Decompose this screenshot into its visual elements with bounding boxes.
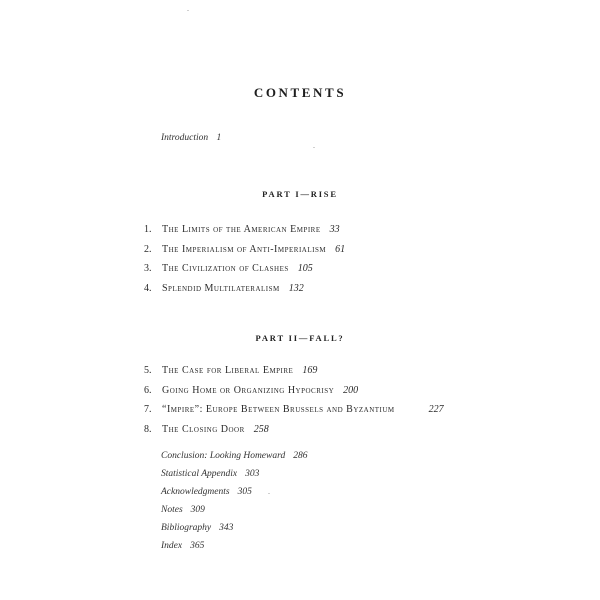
chapter-entry[interactable] <box>144 279 345 299</box>
toc-entry-label: Acknowledgments <box>161 487 230 497</box>
chapter-title: The Civilization of Clashes <box>162 263 289 274</box>
chapter-number: 3. <box>144 263 152 274</box>
toc-entry-page: 286 <box>293 451 308 461</box>
toc-entry-page: 1 <box>216 133 222 143</box>
scan-speck <box>313 147 315 148</box>
chapter-page: 258 <box>253 423 269 435</box>
toc-entry-back-matter[interactable] <box>161 519 307 537</box>
toc-entry-label: Statistical Appendix <box>161 469 238 479</box>
toc-entry-page: 365 <box>190 541 205 551</box>
chapter-list <box>144 220 345 298</box>
chapter-page: 105 <box>297 263 313 274</box>
chapter-page: 33 <box>329 224 340 235</box>
chapter-title: Going Home or Organizing Hypocrisy <box>162 384 335 396</box>
toc-entry-back-matter[interactable] <box>161 501 307 519</box>
toc-entry-back-matter[interactable] <box>161 537 307 555</box>
toc-entry-page: 305 <box>237 487 252 497</box>
chapter-page: 169 <box>302 365 318 376</box>
toc-entry-page: 343 <box>219 523 234 533</box>
scan-speck <box>268 493 270 494</box>
chapter-title: The Case for Liberal Empire <box>162 365 294 376</box>
toc-entry-page: 309 <box>190 505 205 515</box>
chapter-title: Splendid Multilateralism <box>162 282 280 294</box>
toc-entry-introduction[interactable] <box>161 133 221 143</box>
toc-entry-label: Notes <box>161 505 183 515</box>
toc-entry-label: Conclusion: Looking Homeward <box>161 451 286 461</box>
toc-entry-back-matter[interactable] <box>161 483 307 501</box>
chapter-number: 6. <box>144 384 152 396</box>
chapter-entry[interactable] <box>144 420 444 440</box>
page-title: CONTENTS <box>253 85 347 100</box>
chapter-page: 227 <box>428 404 444 415</box>
toc-entry-back-matter[interactable] <box>161 465 307 483</box>
chapter-entry[interactable] <box>144 259 345 279</box>
chapter-number: 1. <box>144 224 152 235</box>
chapter-title: The Limits of the American Empire <box>162 224 321 235</box>
chapter-list <box>144 361 444 439</box>
chapter-number: 2. <box>144 243 152 255</box>
chapter-title: “Impire”: Europe Between Brussels and Byzantium <box>162 404 395 415</box>
toc-entry-label: Index <box>161 541 183 551</box>
toc-entry-back-matter[interactable] <box>161 447 307 465</box>
chapter-entry[interactable] <box>144 240 345 260</box>
chapter-number: 7. <box>144 404 152 415</box>
chapter-number: 4. <box>144 282 152 294</box>
part-heading: PART II—FALL? <box>255 333 345 343</box>
toc-entry-page: 303 <box>245 469 260 479</box>
chapter-page: 132 <box>288 282 304 294</box>
chapter-entry[interactable] <box>144 220 345 240</box>
chapter-page: 61 <box>335 243 346 255</box>
chapter-entry[interactable] <box>144 400 444 420</box>
chapter-number: 8. <box>144 423 152 435</box>
chapter-entry[interactable] <box>144 381 444 401</box>
chapter-entry[interactable] <box>144 361 444 381</box>
back-matter-list <box>161 447 307 555</box>
chapter-number: 5. <box>144 365 152 376</box>
toc-entry-label: Introduction <box>161 133 209 143</box>
toc-entry-label: Bibliography <box>161 523 212 533</box>
chapter-page: 200 <box>343 384 359 396</box>
part-heading: PART I—RISE <box>262 189 338 199</box>
scan-speck <box>187 10 189 11</box>
chapter-title: The Closing Door <box>162 423 245 435</box>
chapter-title: The Imperialism of Anti-Imperialism <box>162 243 327 255</box>
